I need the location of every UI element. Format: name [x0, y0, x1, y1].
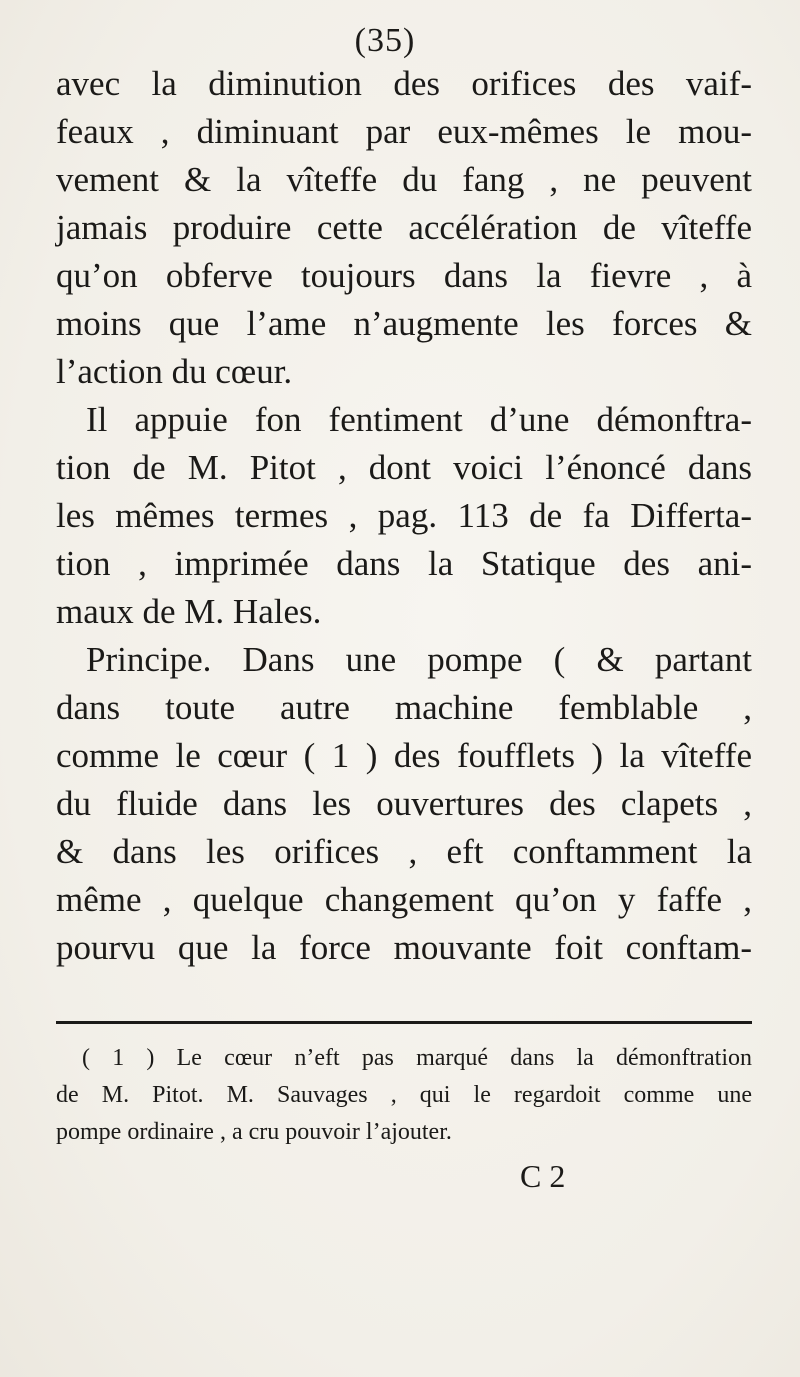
text-line: dans toute autre machine femblable , [56, 688, 752, 727]
body-text [56, 60, 752, 972]
text-line: qu’on obferve toujours dans la fievre , à [56, 256, 752, 295]
footnote-line: pompe ordinaire , a cru pouvoir l’ajouter. [56, 1119, 452, 1145]
text-line: tion de M. Pitot , dont voici l’énoncé dans [56, 448, 752, 487]
text-line: pourvu que la force mouvante foit conftam- [56, 928, 752, 967]
text-line: Principe. Dans une pompe ( & partant [86, 640, 752, 679]
text-line: du fluide dans les ouvertures des clapets , [56, 784, 752, 823]
text-line: tion , imprimée dans la Statique des ani- [56, 544, 752, 583]
text-line: maux de M. Hales. [56, 592, 322, 631]
page-number: (35) [354, 22, 416, 59]
footnote-line: de M. Pitot. M. Sauvages , qui le regardoit comme une [56, 1082, 752, 1108]
text-line: les mêmes termes , pag. 113 de fa Differta- [56, 496, 752, 535]
text-line: moins que l’ame n’augmente les forces & [56, 304, 752, 343]
text-line: & dans les orifices , eft conftamment la [56, 832, 752, 871]
text-line: comme le cœur ( 1 ) des foufflets ) la vîteffe [56, 736, 752, 775]
footnote-line: ( 1 ) Le cœur n’eft pas marqué dans la démonftration [82, 1045, 752, 1071]
signature-mark: C 2 [520, 1158, 566, 1194]
text-line: même , quelque changement qu’on y faffe , [56, 880, 752, 919]
footnote [56, 1040, 752, 1151]
text-line: l’action du cœur. [56, 352, 293, 391]
text-line: jamais produire cette accélération de vîteffe [56, 208, 752, 247]
text-line: vement & la vîteffe du fang , ne peuvent [56, 160, 752, 199]
text-line: feaux , diminuant par eux-mêmes le mou- [56, 112, 752, 151]
text-line: avec la diminution des orifices des vaif- [56, 64, 752, 103]
text-line: Il appuie fon fentiment d’une démonftra- [86, 400, 752, 439]
footnote-divider [56, 1021, 752, 1024]
